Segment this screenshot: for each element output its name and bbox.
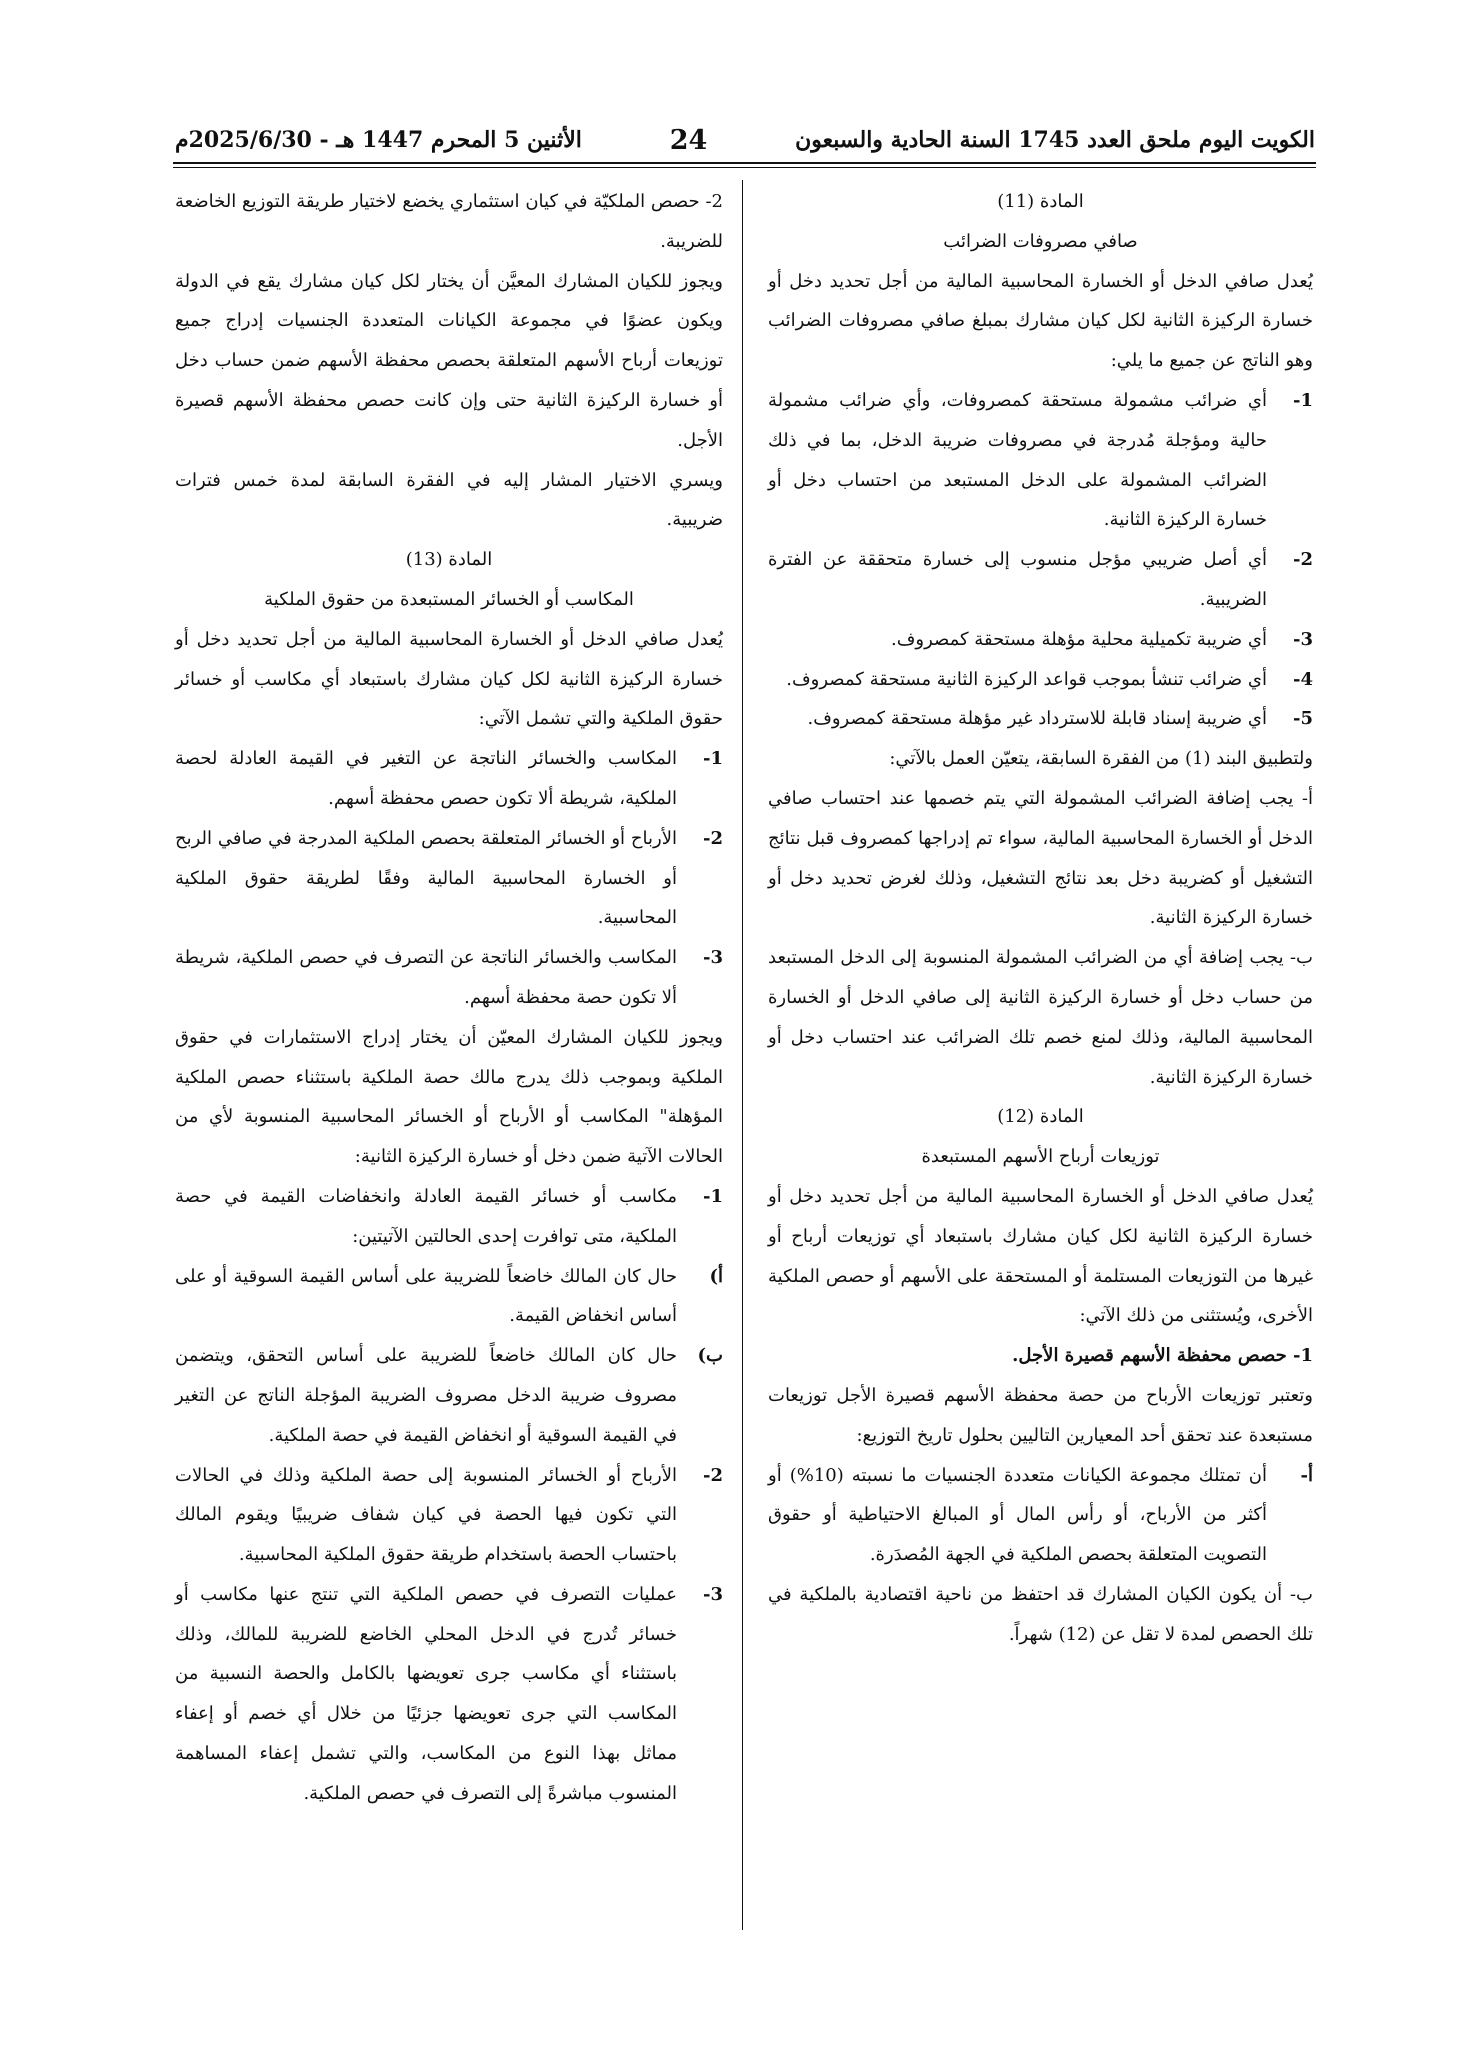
left-column xyxy=(175,182,723,1814)
item-text: الأرباح أو الخسائر المتعلقة بحصص الملكية المدرجة في صافي الربح أو الخسارة المحاسبية المالية وفقًا لطريقة حقوق الملكية المحاسبية. xyxy=(175,827,677,929)
article-11-item xyxy=(768,540,1313,620)
article-13-item xyxy=(175,938,723,1018)
column-divider xyxy=(742,180,743,1930)
article-11-intro: يُعدل صافي الدخل أو الخسارة المحاسبية المالية من أجل تحديد دخل أو خسارة الركيزة الثانية لكل كيان مشارك بمبلغ صافي مصروفات الضرائب وهو الناتج عن جميع ما يلي: xyxy=(768,270,1313,372)
page-number: 24 xyxy=(669,124,708,156)
article-11-item xyxy=(768,381,1313,540)
header-rule-thick xyxy=(173,162,1316,164)
issue-date: الأثنين 5 المحرم 1447 هـ - 2025/6/30م xyxy=(175,127,582,153)
case-text: حال كان المالك خاضعاً للضريبة على أساس القيمة السوقية أو على أساس انخفاض القيمة. xyxy=(175,1265,678,1327)
article-12-election: ويجوز للكيان المشارك المعيَّن أن يختار لكل كيان مشارك يقع في الدولة ويكون عضوًا في مجموعة الكيانات المتعددة الجنسيات إدراج جميع توزيعات أرباح الأسهم المتعلقة بحصص محفظة الأسهم ضمن حساب دخل أو خسارة الركيزة الثانية حتى وإن كانت حصص محفظة الأسهم قصيرة الأجل. xyxy=(175,270,723,451)
article-13-item xyxy=(175,739,723,819)
item-text: أي أصل ضريبي مؤجل منسوب إلى خسارة متحققة عن الفترة الضريبية. xyxy=(768,549,1267,610)
article-12-title: توزيعات أرباح الأسهم المستبعدة xyxy=(921,1146,1160,1168)
article-13-case xyxy=(175,1257,723,1337)
article-12-intro: يُعدل صافي الدخل أو الخسارة المحاسبية المالية من أجل تحديد دخل أو خسارة الركيزة الثانية لكل كيان مشارك باستبعاد أي توزيعات أرباح أو غيرها من التوزيعات المستلمة أو المستحقة على الأسهم أو حصص الملكية الأخرى، ويُستثنى من ذلك الآتي: xyxy=(768,1185,1313,1327)
case-number: 2- xyxy=(702,1464,723,1486)
item-number: 1- xyxy=(1292,389,1313,411)
case-number: 3- xyxy=(702,1583,723,1605)
article-12-considered: وتعتبر توزيعات الأرباح من حصة محفظة الأسهم قصيرة الأجل توزيعات مستبعدة عند تحقق أحد المعيارين التاليين بحلول تاريخ التوزيع: xyxy=(768,1384,1313,1446)
case-text: عمليات التصرف في حصص الملكية التي تنتج عنها مكاسب أو خسائر تُدرج في الدخل المحلي الخاضع للضريبة للمالك، وذلك باستثناء أي مكاسب جرى تعويضها بالكامل والحصة النسبية من المكاسب التي جرى تعويضها جزئيًا من خلال أي خصم أو إعفاء مماثل بهذا النوع من المكاسب، والتي تشمل إعفاء المساهمة المنسوب مباشرةً إلى التصرف في حصص الملكية. xyxy=(175,1583,677,1804)
article-13-case xyxy=(175,1336,723,1455)
item-text: المكاسب والخسائر الناتجة عن التصرف في حصص الملكية، شريطة ألا تكون حصة محفظة أسهم. xyxy=(175,947,677,1008)
case-number: ب) xyxy=(697,1345,723,1367)
article-11-heading: المادة (11) xyxy=(997,191,1084,212)
criterion-label: أ- xyxy=(1300,1464,1313,1486)
article-13-title: المكاسب أو الخسائر المستبعدة من حقوق الملكية xyxy=(264,588,634,610)
article-13-case xyxy=(175,1575,723,1814)
gazette-issue: الكويت اليوم ملحق العدد 1745 السنة الحادية والسبعون xyxy=(795,127,1315,153)
article-12-election-period: ويسري الاختيار المشار إليه في الفقرة السابقة لمدة خمس فترات ضريبية. xyxy=(175,469,723,531)
item-text: أي ضرائب مشمولة مستحقة كمصروفات، وأي ضرائب مشمولة حالية ومؤجلة مُدرجة في مصروفات ضريبة الدخل، بما في ذلك الضرائب المشمولة على الدخل المستبعد من احتساب دخل أو خسارة الركيزة الثانية. xyxy=(768,389,1267,531)
article-12-criterion-b: ب- أن يكون الكيان المشارك قد احتفظ من ناحية اقتصادية بالملكية في تلك الحصص لمدة لا تقل عن (12) شهراً. xyxy=(768,1583,1313,1645)
item-text: المكاسب والخسائر الناتجة عن التغير في القيمة العادلة لحصة الملكية، شريطة ألا تكون حصص محفظة أسهم. xyxy=(175,748,677,809)
article-11-item xyxy=(768,620,1313,660)
item-number: 3- xyxy=(702,947,723,969)
article-12-criterion-a xyxy=(768,1456,1313,1575)
page-header xyxy=(175,118,1315,162)
article-12-heading: المادة (12) xyxy=(997,1106,1084,1128)
case-number: أ) xyxy=(709,1265,723,1287)
article-13-intro: يُعدل صافي الدخل أو الخسارة المحاسبية المالية من أجل تحديد دخل أو خسارة الركيزة الثانية لكل كيان مشارك باستبعاد أي مكاسب أو خسائر حقوق الملكية والتي تشمل الآتي: xyxy=(175,628,723,730)
item-number: 4- xyxy=(1292,668,1313,690)
item-number: 2- xyxy=(702,827,723,849)
case-text: مكاسب أو خسائر القيمة العادلة وانخفاضات القيمة في حصة الملكية، متى توافرت إحدى الحالتين الآتيتين: xyxy=(175,1185,677,1247)
right-column xyxy=(768,182,1313,1654)
article-13-heading: المادة (13) xyxy=(405,549,493,571)
article-13-item xyxy=(175,819,723,938)
article-11-clause-a: أ- يجب إضافة الضرائب المشمولة التي يتم خصمها عند احتساب صافي الدخل أو الخسارة المحاسبية المالية، سواء تم إدراجها كمصروف قبل نتائج التشغيل أو كضريبة دخل بعد نتائج التشغيل، وذلك لغرض تحديد دخل أو خسارة الركيزة الثانية. xyxy=(768,787,1313,929)
item-text: أي ضرائب تنشأ بموجب قواعد الركيزة الثانية مستحقة كمصروف. xyxy=(786,668,1267,690)
item-number: 3- xyxy=(1292,628,1313,650)
article-13-case xyxy=(175,1177,723,1257)
article-11-title: صافي مصروفات الضرائب xyxy=(943,230,1138,252)
article-11-item xyxy=(768,660,1313,700)
article-11-clause-b: ب- يجب إضافة أي من الضرائب المشمولة المنسوبة إلى الدخل المستبعد من حساب دخل أو خسارة الركيزة الثانية إلى صافي الدخل أو الخسارة المحاسبية المالية، وذلك لمنع خصم تلك الضرائب عند احتساب دخل أو خسارة الركيزة الثانية. xyxy=(768,947,1313,1088)
item-number: 1- xyxy=(702,748,723,770)
article-11-apply: ولتطبيق البند (1) من الفقرة السابقة، يتعيّن العمل بالآتي: xyxy=(889,748,1313,770)
item-number: 2- xyxy=(1292,549,1313,571)
case-number: 1- xyxy=(702,1185,723,1207)
item-text: أي ضريبة تكميلية محلية مؤهلة مستحقة كمصروف. xyxy=(891,628,1267,650)
article-12-item-2: 2- حصص الملكيّة في كيان استثماري يخضع لاختيار طريقة التوزيع الخاضعة للضريبة. xyxy=(175,191,723,252)
item-number: 5- xyxy=(1292,708,1313,730)
header-rule-thin xyxy=(173,167,1316,168)
case-text: الأرباح أو الخسائر المنسوبة إلى حصة الملكية وذلك في الحالات التي تكون فيها الحصة في كيان شفاف ضريبيًا ويقوم المالك باحتساب الحصة باستخدام طريقة حقوق الملكية المحاسبية. xyxy=(175,1464,677,1566)
item-text: أي ضريبة إسناد قابلة للاسترداد غير مؤهلة مستحقة كمصروف. xyxy=(807,708,1267,730)
criterion-text: أن تمتلك مجموعة الكيانات متعددة الجنسيات ما نسبته (10%) أو أكثر من الأرباح، أو رأس المال أو المبالغ الاحتياطية أو حقوق التصويت المتعلقة بحصص الملكية في الجهة المُصدَرة. xyxy=(768,1464,1267,1566)
article-12-item-1: 1- حصص محفظة الأسهم قصيرة الأجل. xyxy=(1012,1345,1313,1367)
article-13-case xyxy=(175,1456,723,1575)
case-text: حال كان المالك خاضعاً للضريبة على أساس التحقق، ويتضمن مصروف ضريبة الدخل مصروف الضريبة المؤجلة الناتج عن التغير في القيمة السوقية أو انخفاض القيمة في حصة الملكية. xyxy=(175,1345,677,1446)
article-11-item xyxy=(768,699,1313,739)
article-13-election: ويجوز للكيان المشارك المعيّن أن يختار إدراج الاستثمارات في حقوق الملكية وبموجب ذلك يدرج مالك حصة الملكية باستثناء حصص الملكية المؤهلة" المكاسب أو الأرباح أو الخسائر المحاسبية المنسوبة لأي من الحالات الآتية ضمن دخل أو خسارة الركيزة الثانية: xyxy=(175,1026,723,1168)
